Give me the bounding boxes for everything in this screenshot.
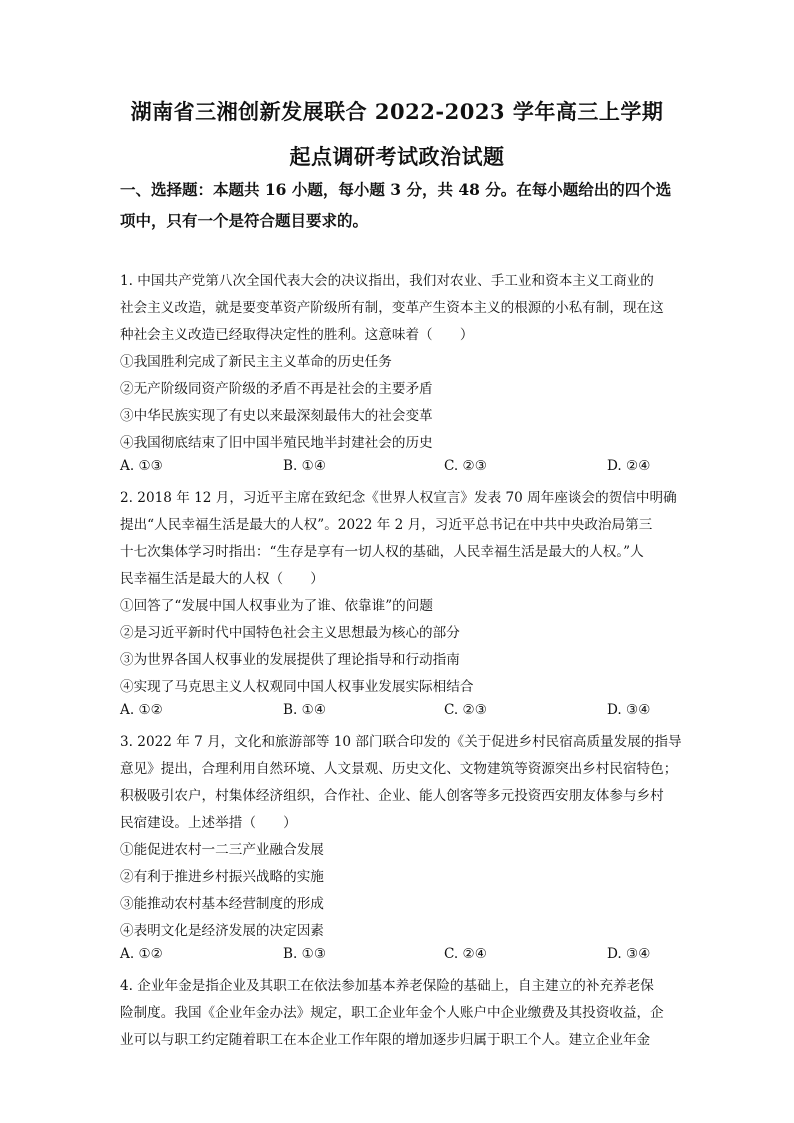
exam-title-line-2: 起点调研考试政治试题	[289, 144, 505, 169]
option-b[interactable]: B. ①④	[283, 458, 327, 474]
question-2-stem-line: 提出“人民幸福生活是最大的人权”。2022 年 2 月，习近平总书记在中共中央政治局第三	[120, 517, 653, 533]
question-2-stem-line: 2. 2018 年 12 月，习近平主席在致纪念《世界人权宣言》发表 70 周年座谈会的贺信中明确	[120, 490, 677, 506]
question-4-stem-line: 业可以与职工约定随着职工在本企业工作年限的增加逐步归属于职工个人。建立企业年金	[120, 1032, 651, 1048]
option-c[interactable]: C. ②③	[444, 458, 487, 474]
question-4-stem-line: 险制度。我国《企业年金办法》规定，职工企业年金个人账户中企业缴费及其投资收益，企	[120, 1005, 664, 1021]
question-2-item: ④实现了马克思主义人权观同中国人权事业发展实际相结合	[120, 679, 474, 695]
question-2-stem-line: 十七次集体学习时指出：“生存是享有一切人权的基础，人民幸福生活是最大的人权。”人	[120, 544, 644, 560]
question-1-item: ①我国胜利完成了新民主主义革命的历史任务	[120, 354, 392, 370]
section-heading-line-1: 一、选择题：本题共 16 小题，每小题 3 分，共 48 分。在每小题给出的四个选	[120, 180, 672, 199]
question-1-item: ②无产阶级同资产阶级的矛盾不再是社会的主要矛盾	[120, 381, 433, 397]
option-d[interactable]: D. ③④	[607, 702, 651, 718]
option-a[interactable]: A. ①②	[120, 702, 163, 718]
exam-title-line-1: 湖南省三湘创新发展联合 2022-2023 学年高三上学期	[130, 99, 664, 124]
question-1-item: ③中华民族实现了有史以来最深刻最伟大的社会变革	[120, 408, 433, 424]
question-3-stem-line: 意见》提出，合理利用自然环境、人文景观、历史文化、文物建筑等资源突出乡村民宿特色；	[120, 761, 678, 777]
option-b[interactable]: B. ①③	[283, 946, 327, 962]
option-c[interactable]: C. ②④	[444, 946, 487, 962]
question-2-item: ③为世界各国人权事业的发展提供了理论指导和行动指南	[120, 652, 460, 668]
question-3-stem-line: 3. 2022 年 7 月，文化和旅游部等 10 部门联合印发的《关于促进乡村民宿高质量发展的指导	[120, 734, 682, 750]
question-4-stem-line: 4. 企业年金是指企业及其职工在依法参加基本养老保险的基础上，自主建立的补充养老保	[120, 978, 654, 994]
option-d[interactable]: D. ②④	[607, 458, 651, 474]
question-3-item: ③能推动农村基本经营制度的形成	[120, 896, 324, 912]
question-1-item: ④我国彻底结束了旧中国半殖民地半封建社会的历史	[120, 435, 433, 451]
question-3-item: ④表明文化是经济发展的决定因素	[120, 923, 324, 939]
question-1-stem-line: 社会主义改造，就是要变革资产阶级所有制，变革产生资本主义的根源的小私有制，现在这	[120, 300, 664, 316]
option-b[interactable]: B. ①④	[283, 702, 327, 718]
option-a[interactable]: A. ①②	[120, 946, 163, 962]
question-1-stem-line: 种社会主义改造已经取得决定性的胜利。这意味着（ ）	[120, 327, 474, 343]
question-3-options	[120, 946, 680, 966]
section-heading-line-2: 项中，只有一个是符合题目要求的。	[120, 211, 369, 230]
option-c[interactable]: C. ②③	[444, 702, 487, 718]
question-1-options	[120, 458, 680, 478]
option-d[interactable]: D. ③④	[607, 946, 651, 962]
question-1-stem-line: 1. 中国共产党第八次全国代表大会的决议指出，我们对农业、手工业和资本主义工商业的	[120, 273, 654, 289]
question-2-item: ①回答了“发展中国人权事业为了谁、依靠谁”的问题	[120, 598, 433, 614]
question-2-stem-line: 民幸福生活是最大的人权（ ）	[120, 571, 324, 587]
question-2-item: ②是习近平新时代中国特色社会主义思想最为核心的部分	[120, 625, 460, 641]
question-3-item: ①能促进农村一二三产业融合发展	[120, 842, 324, 858]
option-a[interactable]: A. ①③	[120, 458, 163, 474]
question-3-stem-line: 民宿建设。上述举措（ ）	[120, 815, 297, 831]
question-3-item: ②有利于推进乡村振兴战略的实施	[120, 869, 324, 885]
question-2-options	[120, 702, 680, 722]
question-3-stem-line: 积极吸引农户，村集体经济组织，合作社、企业、能人创客等多元投资西安朋友体参与乡村	[120, 788, 664, 804]
